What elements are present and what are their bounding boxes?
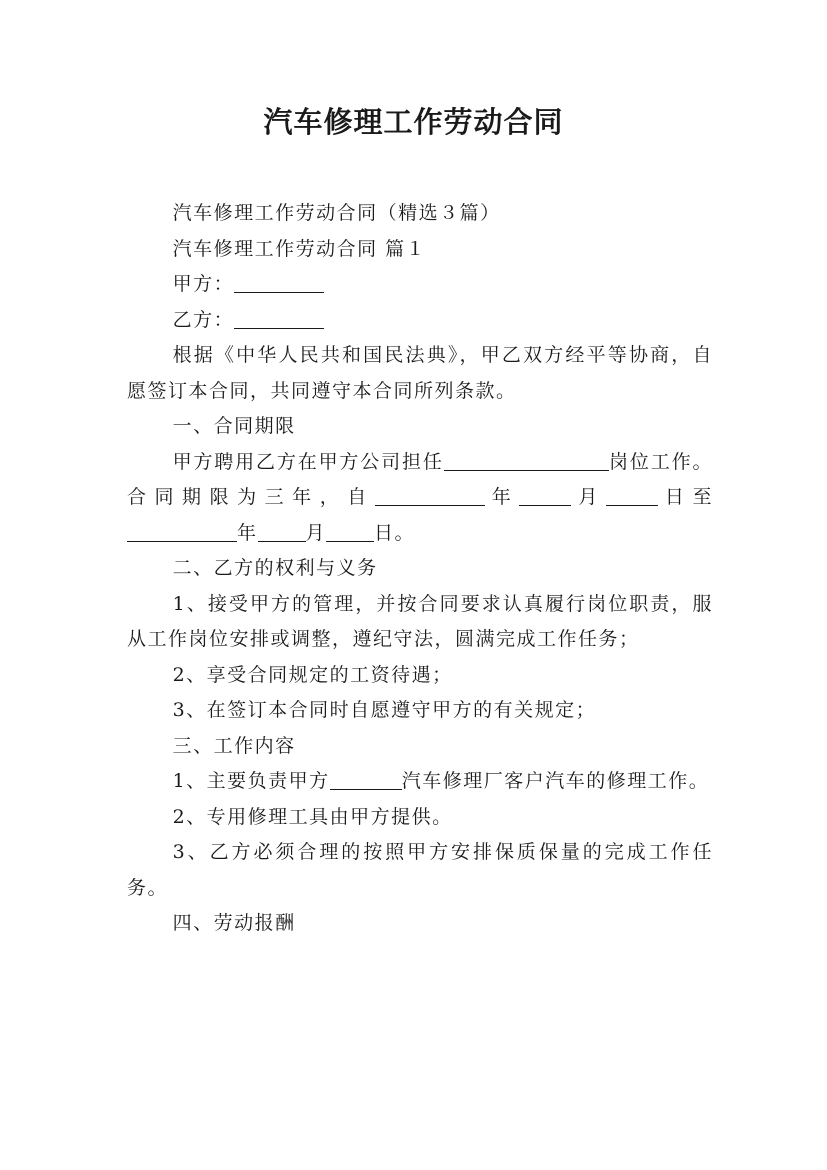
day-end-label: 日。 xyxy=(374,521,416,544)
month-label-2: 月 xyxy=(305,521,327,544)
start-month-blank xyxy=(519,486,571,506)
workshop-blank xyxy=(330,770,402,790)
clause-3-item-1 xyxy=(127,764,713,800)
clause-1-text-b: 岗位工作。合同期限为三年，自 xyxy=(127,450,713,508)
clause-3-heading: 三、工作内容 xyxy=(172,734,296,757)
document-body xyxy=(127,196,713,942)
clause-1-text-a: 甲方聘用乙方在甲方公司担任 xyxy=(172,450,444,473)
party-b-blank xyxy=(234,309,324,329)
party-b-line xyxy=(127,303,713,339)
clause-3-item-3: 3、乙方必须合理的按照甲方安排保质保量的完成工作任务。 xyxy=(127,841,713,899)
clause-3-item-2: 2、专用修理工具由甲方提供。 xyxy=(172,805,453,828)
clause-2-item-3: 3、在签订本合同时自愿遵守甲方的有关规定； xyxy=(172,699,597,721)
clause-1-paragraph xyxy=(127,445,713,552)
position-blank xyxy=(444,451,609,471)
start-year-blank xyxy=(375,486,485,506)
year-label: 年 xyxy=(484,486,520,508)
intro-line: 汽车修理工作劳动合同（精选３篇） xyxy=(172,202,501,224)
end-day-blank xyxy=(326,522,374,542)
end-month-blank xyxy=(258,522,306,542)
party-a-blank xyxy=(234,273,324,293)
clause-3-item-1-b: 汽车修理厂客户汽车的修理工作。 xyxy=(401,770,710,792)
clause-3-item-1-a: 1、主要负责甲方 xyxy=(172,770,330,792)
preamble-paragraph: 根据《中华人民共和国民法典》，甲乙双方经平等协商，自愿签订本合同，共同遵守本合同所列条款。 xyxy=(127,344,713,402)
clause-2-heading: 二、乙方的权利与义务 xyxy=(172,557,378,579)
day-to-label: 日至 xyxy=(657,486,713,508)
section-heading: 汽车修理工作劳动合同 篇１ xyxy=(172,237,427,260)
clause-4-heading: 四、劳动报酬 xyxy=(172,912,296,934)
year-label-2: 年 xyxy=(237,521,258,544)
clause-1-heading: 一、合同期限 xyxy=(172,415,296,437)
clause-2-item-2: 2、享受合同规定的工资待遇； xyxy=(172,663,453,686)
document-title: 汽车修理工作劳动合同 xyxy=(263,105,564,139)
party-a-line xyxy=(127,267,713,303)
clause-2-item-1: 1、接受甲方的管理，并按合同要求认真履行岗位职责，服从工作岗位安排或调整，遵纪守法，圆满完成工作任务； xyxy=(127,592,713,650)
party-b-label: 乙方： xyxy=(172,308,235,331)
start-day-blank xyxy=(606,486,658,506)
end-year-blank xyxy=(127,522,237,542)
month-label: 月 xyxy=(571,486,606,508)
party-a-label: 甲方： xyxy=(172,273,235,295)
